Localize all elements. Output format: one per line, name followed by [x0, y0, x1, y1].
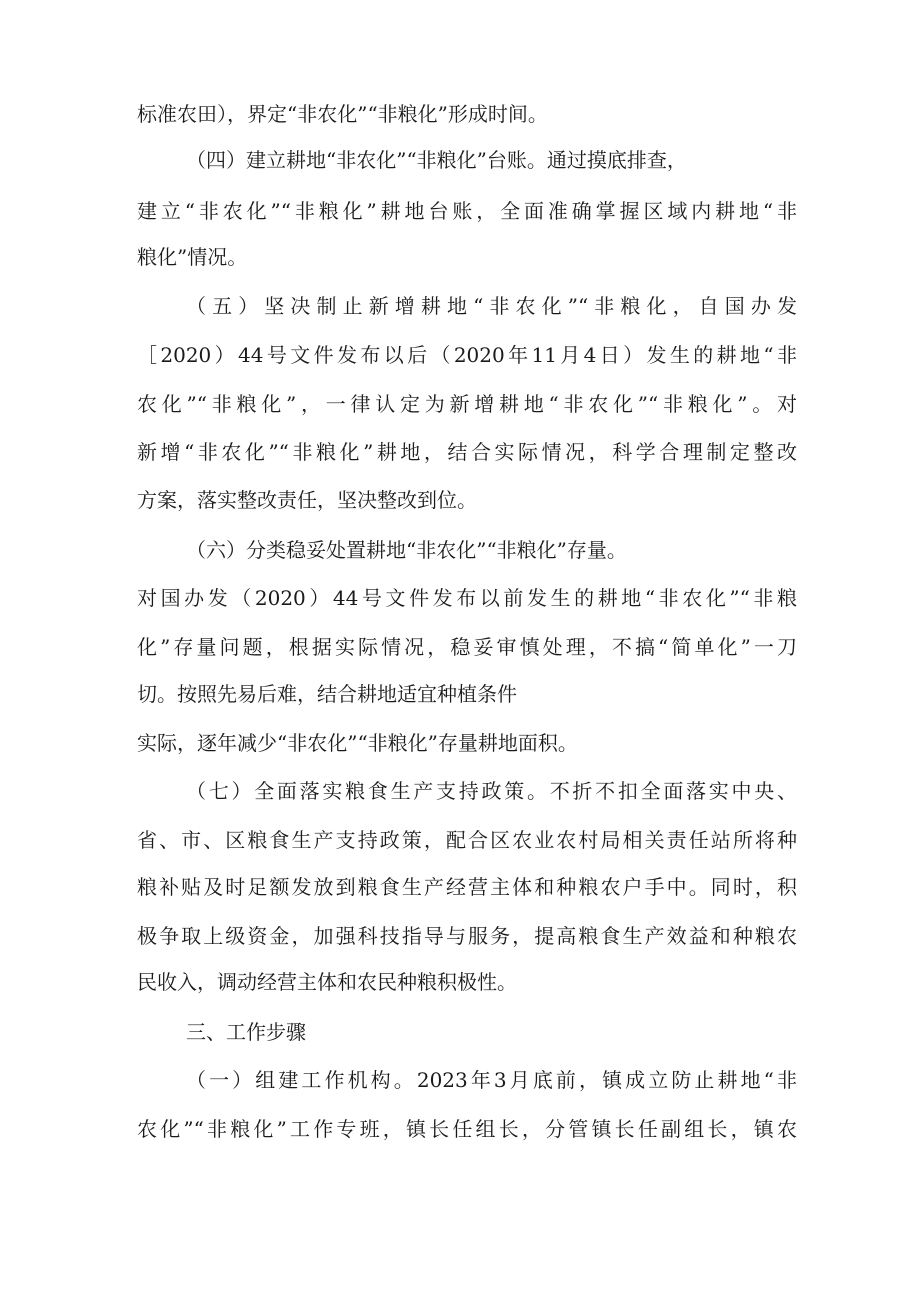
paragraph-line: 极争取上级资金，加强科技指导与服务，提高粮食生产效益和种粮农: [137, 924, 797, 948]
paragraph-line: 切。按照先易后难，结合耕地适宜种植条件: [137, 682, 517, 706]
paragraph-line: 实际，逐年减少“非农化”“非粮化”存量耕地面积。: [137, 731, 578, 755]
chapter-heading: 三、工作步骤: [186, 1020, 306, 1044]
paragraph-line: 标准农田），界定“非农化”“非粮化”形成时间。: [137, 102, 548, 126]
paragraph-line: ［2020）44号文件发布以后（2020年11月4日）发生的耕地“非: [137, 343, 797, 367]
section-heading-1: （一）组建工作机构。2023年3月底前，镇成立防止耕地“非: [186, 1068, 797, 1092]
paragraph-line: 粮化”情况。: [137, 245, 248, 269]
paragraph-line: 新增“非农化”“非粮化”耕地，结合实际情况，科学合理制定整改: [137, 440, 797, 464]
section-heading-7: （七）全面落实粮食生产支持政策。不折不扣全面落实中央、: [186, 779, 797, 803]
section-heading-4: （四）建立耕地“非农化”“非粮化”台账。通过摸底排查，: [186, 148, 687, 172]
paragraph-line: 对国办发（2020）44号文件发布以前发生的耕地“非农化”“非粮: [137, 586, 797, 610]
paragraph-line: 农化”“非粮化”，一律认定为新增耕地“非农化”“非粮化”。对: [137, 392, 797, 416]
paragraph-line: 省、市、区粮食生产支持政策，配合区农业农村局相关责任站所将种: [137, 828, 797, 852]
paragraph-line: 农化”“非粮化”工作专班，镇长任组长，分管镇长任副组长，镇农: [137, 1117, 797, 1141]
section-heading-6: （六）分类稳妥处置耕地“非农化”“非粮化”存量。: [186, 538, 627, 562]
paragraph-line: 建立“非农化”“非粮化”耕地台账，全面准确掌握区域内耕地“非: [137, 199, 797, 223]
paragraph-line: 化”存量问题，根据实际情况，稳妥审慎处理，不搞“简单化”一刀: [137, 635, 797, 659]
paragraph-line: 民收入，调动经营主体和农民种粮积极性。: [137, 970, 517, 994]
paragraph-line: 粮补贴及时足额发放到粮食生产经营主体和种粮农户手中。同时，积: [137, 875, 797, 899]
section-heading-5: （五）坚决制止新增耕地“非农化”“非粮化，自国办发: [186, 294, 797, 318]
paragraph-line: 方案，落实整改责任，坚决整改到位。: [137, 488, 477, 512]
